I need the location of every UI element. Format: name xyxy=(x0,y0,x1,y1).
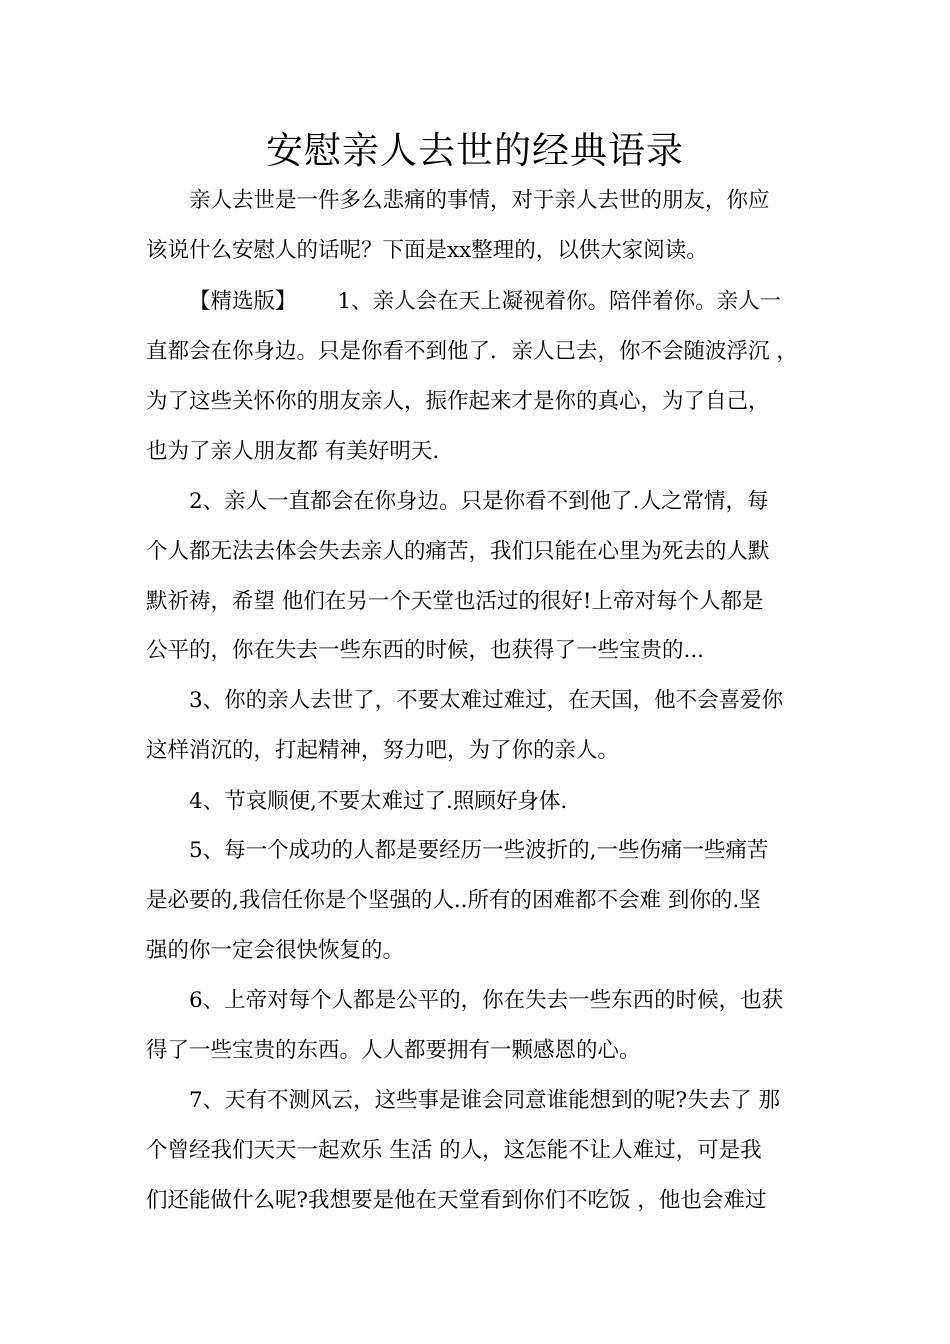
text-line: 6、上帝对每个人都是公平的，你在失去一些东西的时候，也获 xyxy=(189,988,784,1013)
text-line: 默祈祷，希望 他们在另一个天堂也活过的很好!上帝对每个人都是 xyxy=(146,589,764,614)
text-line: 也为了亲人朋友都 有美好明天. xyxy=(146,439,440,464)
document-title: 安慰亲人去世的经典语录 xyxy=(266,129,684,172)
text-line: 们还能做什么呢?我想要是他在天堂看到你们不吃饭 ，他也会难过 xyxy=(146,1188,767,1213)
text-line: 4、节哀顺便,不要太难过了.照顾好身体. xyxy=(189,789,568,814)
text-line: 7、天有不测风云，这些事是谁会同意谁能想到的呢?失去了 那 xyxy=(189,1088,781,1113)
text-line: 该说什么安慰人的话呢？下面是xx整理的，以供大家阅读。 xyxy=(146,238,708,263)
text-line: 亲人去世是一件多么悲痛的事情，对于亲人去世的朋友，你应 xyxy=(189,188,770,213)
text-line: 个人都无法去体会失去亲人的痛苦，我们只能在心里为死去的人默 xyxy=(146,539,770,564)
text-line: 是必要的,我信任你是个坚强的人..所有的困难都不会难 到你的.坚 xyxy=(146,888,761,913)
text-line: 直都会在你身边。只是你看不到他了．亲人已去，你不会随波浮沉 ， xyxy=(146,339,798,364)
text-line: 3、你的亲人去世了，不要太难过难过，在天国，他不会喜爱你 xyxy=(189,688,784,713)
text-line: 【精选版】 1、亲人会在天上凝视着你。陪伴着你。亲人一 xyxy=(189,289,782,314)
text-line: 2、亲人一直都会在你身边。只是你看不到他了.人之常情，每 xyxy=(189,489,769,514)
text-line: 个曾经我们天天一起欢乐 生活 的人，这怎能不让人难过，可是我 xyxy=(146,1138,762,1163)
text-line: 得了一些宝贵的东西。人人都要拥有一颗感恩的心。 xyxy=(146,1038,641,1063)
text-line: 为了这些关怀你的朋友亲人，振作起来才是你的真心，为了自己， xyxy=(146,389,770,414)
text-line: 强的你一定会很快恢复的。 xyxy=(146,938,405,963)
text-line: 公平的，你在失去一些东西的时候，也获得了一些宝贵的... xyxy=(146,638,705,663)
text-line: 这样消沉的，打起精神，努力吧，为了你的亲人。 xyxy=(146,738,620,763)
text-line: 5、每一个成功的人都是要经历一些波折的,一些伤痛一些痛苦 xyxy=(189,838,769,863)
